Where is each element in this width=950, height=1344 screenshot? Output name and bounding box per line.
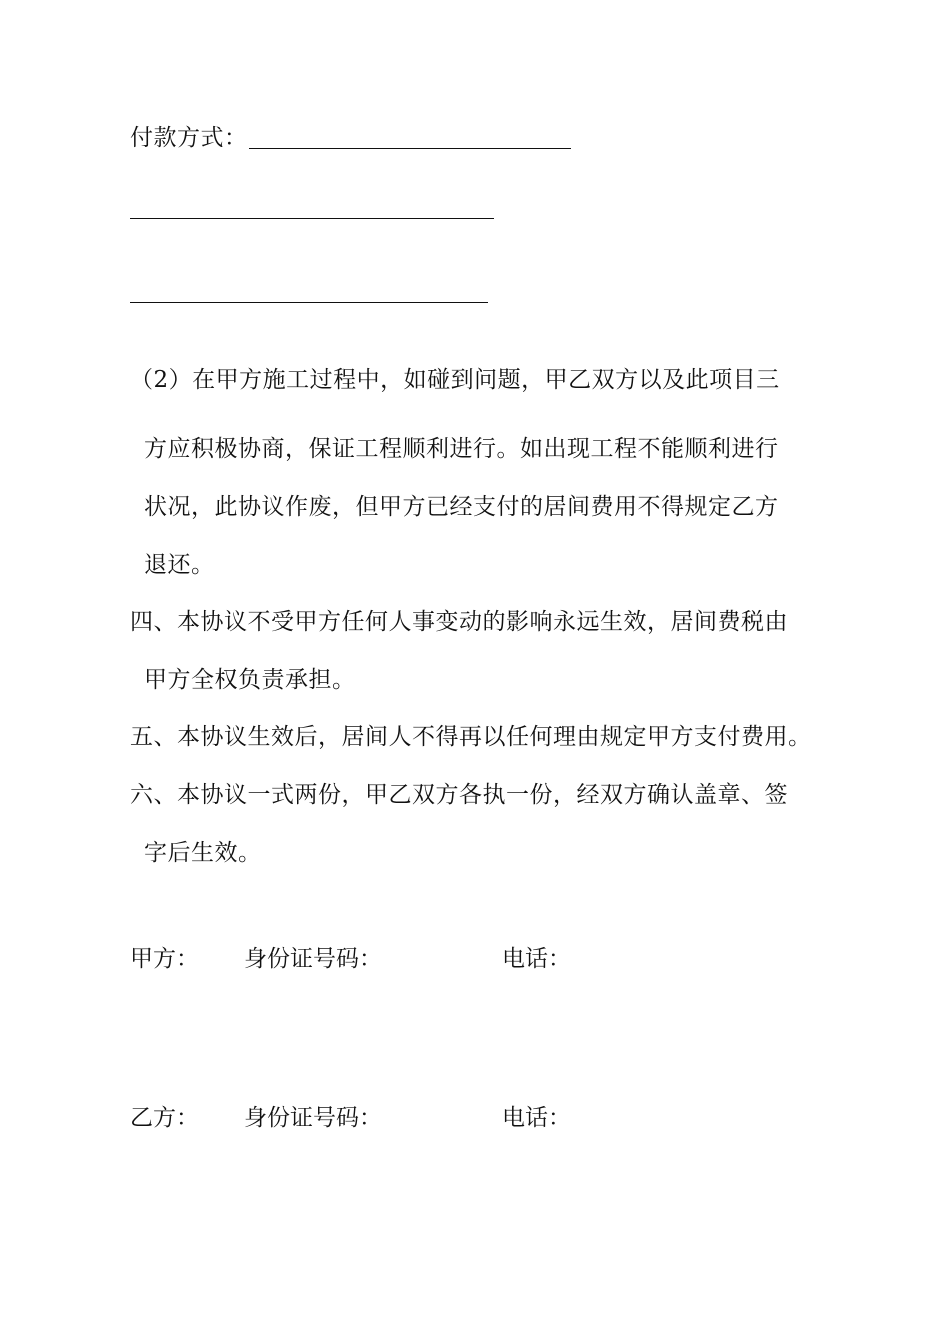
clause-2-line-2: 方应积极协商，保证工程顺利进行。如出现工程不能顺利进行 <box>144 436 779 462</box>
clause-6-line-1: 六、本协议一式两份，甲乙双方各执一份，经双方确认盖章、签 <box>130 782 788 808</box>
clause-2-line-3: 状况，此协议作废，但甲方已经支付的居间费用不得规定乙方 <box>144 494 779 520</box>
clause-4-line-1: 四、本协议不受甲方任何人事变动的影响永远生效，居间费税由 <box>130 609 788 635</box>
payment-blank-line-3 <box>130 302 488 303</box>
clause-4-line-2: 甲方全权负责承担。 <box>144 667 356 693</box>
payment-blank-line-1 <box>249 148 571 149</box>
clause-5-line-1: 五、本协议生效后，居间人不得再以任何理由规定甲方支付费用。 <box>130 724 812 750</box>
party-b-phone-label: 电话： <box>502 1105 571 1131</box>
party-a-label: 甲方： <box>130 946 199 972</box>
party-a-phone-label: 电话： <box>502 946 571 972</box>
clause-6-line-2: 字后生效。 <box>144 840 262 866</box>
party-b-id-label: 身份证号码： <box>244 1105 382 1131</box>
clause-2-line-4: 退还。 <box>144 552 215 578</box>
party-a-id-label: 身份证号码： <box>244 946 382 972</box>
payment-blank-line-2 <box>130 218 494 219</box>
payment-label: 付款方式： <box>130 125 248 151</box>
party-b-label: 乙方： <box>130 1105 199 1131</box>
clause-2-line-1: （2）在甲方施工过程中，如碰到问题，甲乙双方以及此项目三 <box>130 367 780 393</box>
